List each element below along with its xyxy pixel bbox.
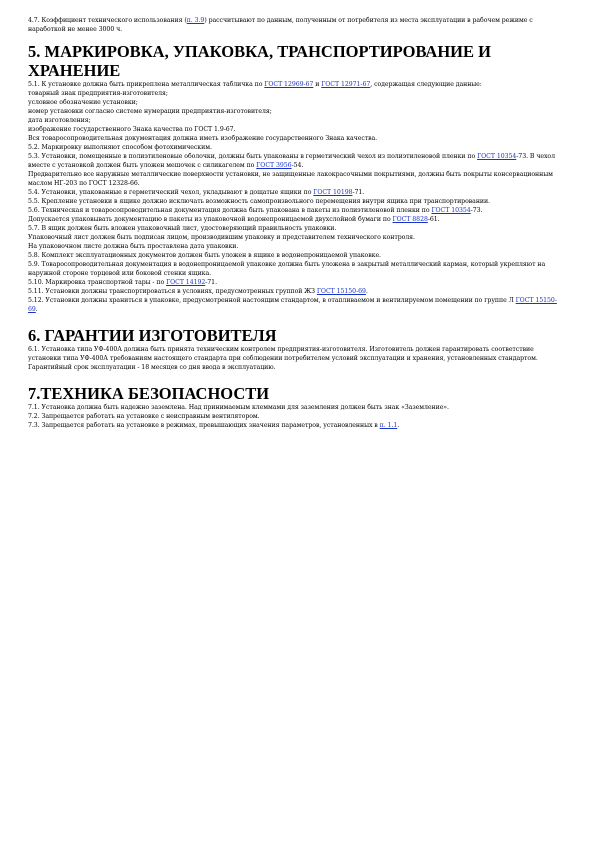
text: .	[35, 306, 38, 313]
link-gost-10198[interactable]: ГОСТ 10198	[313, 189, 353, 196]
paragraph-7-3	[28, 421, 565, 430]
text: -71.	[205, 279, 217, 286]
paragraph-5-1	[28, 80, 565, 89]
list-item-designation: условное обозначение установки;	[28, 99, 138, 106]
paragraph-packing-list: Упаковочный лист должен быть подписан лицом, производившим упаковку и представителем технического контроля.	[28, 234, 415, 241]
section-heading-6: 6. ГАРАНТИИ ИЗГОТОВИТЕЛЯ	[28, 326, 277, 345]
text: , содержащая следующие данные:	[370, 81, 482, 88]
text: -73. В чехол вместе с установкой должен быть уложен мешочек с силикагелем по	[28, 153, 555, 169]
link-gost-10354[interactable]: ГОСТ 10354	[477, 153, 517, 160]
paragraph-packing-date: На упаковочном листе должна быть проставлена дата упаковки.	[28, 243, 239, 250]
paragraph-5-11	[28, 287, 565, 296]
paragraph-6-1: 6.1. Установка типа УФ-400А должна быть принята техническим контролем предприятия-изготовителя. Изготовитель должен гарантировать соответствие установки типа УФ-400А требованиям настоящего стандарта при соблюдении потребителем условий эксплуатации и хранения, установленных стандартом.	[28, 346, 538, 362]
paragraph-5-5: 5.5. Крепление установки в ящике должно исключать возможность самопроизвольного перемещения внутри ящика при транспортировании.	[28, 198, 490, 205]
paragraph-7-2: 7.2. Запрещается работать на установке с неисправным вентилятором.	[28, 413, 260, 420]
paragraph-5-7: 5.7. В ящик должен быть вложен упаковочный лист, удостоверяющий правильность упаковки.	[28, 225, 337, 232]
link-gost-14192[interactable]: ГОСТ 14192	[166, 279, 206, 286]
paragraph-documentation: Вся товаросопроводительная документация должна иметь изображение государственного Знака качества.	[28, 135, 378, 142]
text: .	[365, 288, 368, 295]
paragraph-4-7	[28, 16, 565, 34]
text: 5.12. Установки должны храниться в упаковке, предусмотренной настоящим стандартом, в отапливаемом и вентилируемом помещении по группе Л	[28, 297, 516, 304]
list-item-trademark: товарный знак предприятия-изготовителя;	[28, 90, 168, 97]
text: 5.3. Установки, помещенные в полиэтиленовые оболочки, должны быть упакованы в герметический чехол из полиэтиленовой пленки по	[28, 153, 478, 160]
list-item-quality-mark: изображение государственного Знака качества по ГОСТ 1.9-67.	[28, 126, 236, 133]
paragraph-warranty: Гарантийный срок эксплуатации - 18 месяцев со дня ввода в эксплуатацию.	[28, 364, 276, 371]
link-gost-3956[interactable]: ГОСТ 3956	[256, 162, 292, 169]
paragraph-5-6	[28, 206, 565, 215]
link-gost-10354-b[interactable]: ГОСТ 10354	[431, 207, 471, 214]
section-heading-7: 7.ТЕХНИКА БЕЗОПАСНОСТИ	[28, 384, 270, 403]
text: 5.1. К установке должна быть прикреплена металлическая табличка по	[28, 81, 265, 88]
paragraph-5-10	[28, 278, 565, 287]
link-p-3-9[interactable]: п. 3.9	[186, 17, 205, 24]
section-heading-5: 5. МАРКИРОВКА, УПАКОВКА, ТРАНСПОРТИРОВАНИЕ И ХРАНЕНИЕ	[28, 42, 491, 80]
text: и	[313, 81, 322, 88]
link-gost-8828[interactable]: ГОСТ 8828	[392, 216, 428, 223]
paragraph-allowed	[28, 215, 565, 224]
paragraph-5-3	[28, 152, 565, 170]
link-gost-12969-67[interactable]: ГОСТ 12969-67	[264, 81, 314, 88]
text: -71.	[352, 189, 365, 196]
paragraph-5-4	[28, 188, 565, 197]
paragraph-7-1: 7.1. Установка должна быть надежно заземлена. Над принимаемым клеммами для заземления должен быть знак «Заземление».	[28, 404, 449, 411]
link-gost-12971-67[interactable]: ГОСТ 12971-67	[321, 81, 371, 88]
paragraph-5-8: 5.8. Комплект эксплуатационных документов должен быть уложен в ящике в водонепроницаемой упаковке.	[28, 252, 381, 259]
paragraph-5-9: 5.9. Товаросопроводительная документация в водонепроницаемой упаковке должна быть уложена в закрытый металлический карман, который укрепляют на наружной стороне торцевой или боковой стенки ящика.	[28, 261, 546, 277]
text: -73.	[470, 207, 483, 214]
text: 5.6. Техническая и товаросопроводительная документация должна быть упакована в пакеты из полиэтиленовой пленки по	[28, 207, 432, 214]
text: 5.11. Установки должны транспортироваться в условиях, предусмотренных группой ЖЗ	[28, 288, 317, 295]
text: ) рассчитывают по данным, полученным от потребителя из места эксплуатации в рабочем режиме с наработкой не менее 3000 ч.	[28, 17, 533, 33]
link-p-1-1[interactable]: п. 1.1	[379, 422, 398, 429]
list-item-number: номер установки согласно системе нумерации предприятия-изготовителя;	[28, 108, 272, 115]
text: 4.7. Коэффициент технического использования (	[28, 17, 187, 24]
link-gost-15150-69[interactable]: ГОСТ 15150-69	[316, 288, 366, 295]
paragraph-5-12	[28, 296, 565, 314]
text: 5.4. Установки, упакованные в герметический чехол, укладывают в дощатые ящики по	[28, 189, 314, 196]
text: .	[397, 422, 400, 429]
paragraph-5-2: 5.2. Маркировку выполняют способом фотохимическим.	[28, 144, 212, 151]
text: 7.3. Запрещается работать на установке в режимах, превышающих значения параметров, установленных в	[28, 422, 380, 429]
paragraph-preliminary: Предварительно все наружные металлические поверхности установки, не защищенные лакокрасочными покрытиями, должны быть покрыты консервационным маслом НГ-203 по ГОСТ 12328-66.	[28, 171, 553, 187]
list-item-date: дата изготовления;	[28, 117, 91, 124]
text: -54.	[291, 162, 304, 169]
link-gost-15150-69-b[interactable]: ГОСТ 15150-69	[28, 297, 557, 313]
text: Допускается упаковывать документацию в пакеты из упаковочной водонепроницаемой двухслойной бумаги по	[28, 216, 393, 223]
text: 5.10. Маркировка транспортной тары - по	[28, 279, 167, 286]
text: -61.	[427, 216, 440, 223]
